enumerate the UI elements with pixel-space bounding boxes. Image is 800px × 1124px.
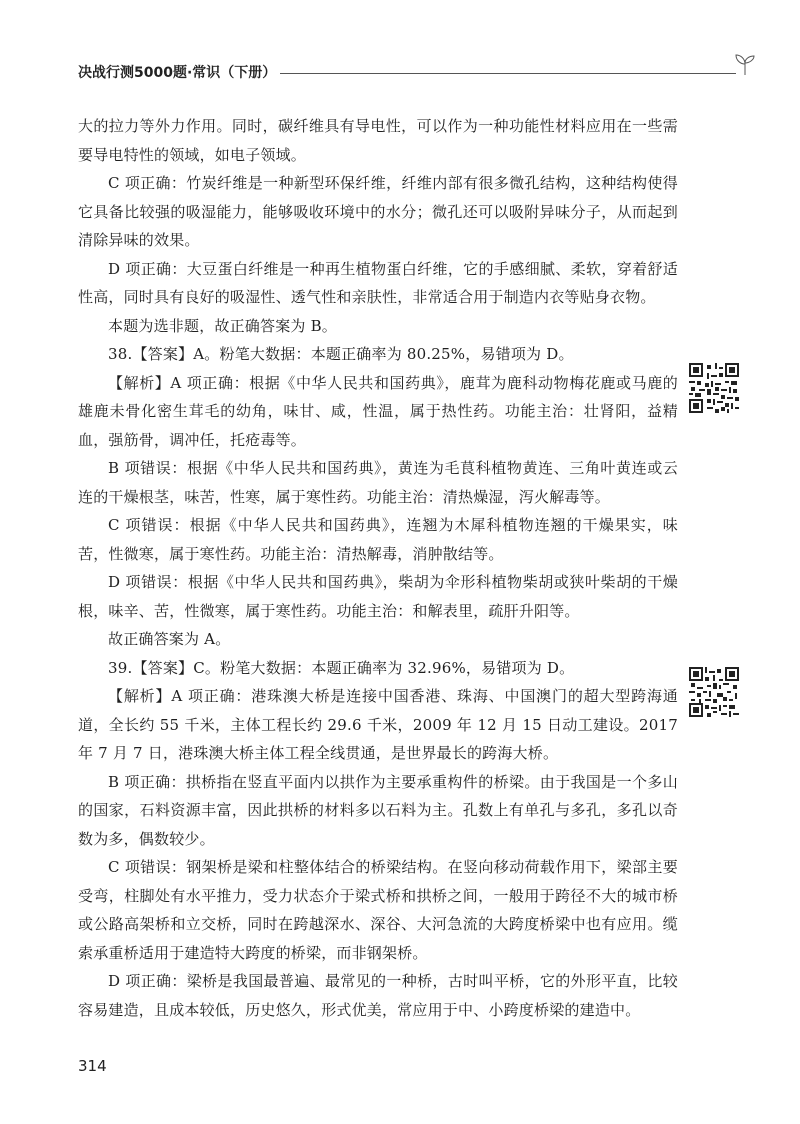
paragraph: D 项正确：梁桥是我国最普遍、最常见的一种桥，古时叫平桥，它的外形平直，比较容易建造，且成本较低，历史悠久，形式优美，常应用于中、小跨度桥梁的建造中。 bbox=[78, 972, 678, 1019]
paragraph: 大的拉力等外力作用。同时，碳纤维具有导电性，可以作为一种功能性材料应用在一些需要导电特性的领域，如电子领域。 bbox=[78, 117, 678, 164]
page-body bbox=[78, 112, 678, 1024]
paragraph: C 项错误：钢架桥是梁和柱整体结合的桥梁结构。在竖向移动荷载作用下，梁部主要受弯，柱脚处有水平推力，受力状态介于梁式桥和拱桥之间，一般用于跨径不大的城市桥或公路高架桥和立交桥，同时在跨越深水、深谷、大河急流的大跨度桥梁中也有应用。缆索承重桥适用于建造特大跨度的桥梁，而非钢架桥。 bbox=[78, 858, 678, 962]
answer-line-38: 38.【答案】A。粉笔大数据：本题正确率为 80.25%，易错项为 D。 bbox=[108, 345, 574, 363]
paragraph: C 项错误：根据《中华人民共和国药典》，连翘为木犀科植物连翘的干燥果实，味苦，性微寒，属于寒性药。功能主治：清热解毒，消肿散结等。 bbox=[78, 516, 678, 563]
paragraph: 故正确答案为 A。 bbox=[108, 630, 231, 648]
qr-code-icon[interactable] bbox=[689, 363, 739, 413]
paragraph: C 项正确：竹炭纤维是一种新型环保纤维，纤维内部有很多微孔结构，这种结构使得它具备比较强的吸湿能力，能够吸收环境中的水分；微孔还可以吸附异味分子，从而起到清除异味的效果。 bbox=[78, 174, 678, 249]
paragraph: D 项正确：大豆蛋白纤维是一种再生植物蛋白纤维，它的手感细腻、柔软，穿着舒适性高，同时具有良好的吸湿性、透气性和亲肤性，非常适合用于制造内衣等贴身衣物。 bbox=[78, 259, 678, 306]
qr-code-icon[interactable] bbox=[689, 667, 739, 717]
book-title: 决战行测5000题·常识（下册） bbox=[78, 65, 277, 81]
paragraph: D 项错误：根据《中华人民共和国药典》，柴胡为伞形科植物柴胡或狭叶柴胡的干燥根，味辛、苦，性微寒，属于寒性药。功能主治：和解表里，疏肝升阳等。 bbox=[78, 573, 678, 620]
sprout-icon bbox=[732, 51, 758, 77]
paragraph: B 项正确：拱桥指在竖直平面内以拱作为主要承重构件的桥梁。由于我国是一个多山的国家，石料资源丰富，因此拱桥的材料多以石料为主。孔数上有单孔与多孔，多孔以奇数为多，偶数较少。 bbox=[78, 772, 678, 848]
paragraph: B 项错误：根据《中华人民共和国药典》，黄连为毛茛科植物黄连、三角叶黄连或云连的干燥根茎，味苦，性寒，属于寒性药。功能主治：清热燥湿，泻火解毒等。 bbox=[78, 459, 678, 506]
running-header bbox=[78, 63, 758, 89]
page-number: 314 bbox=[78, 1057, 107, 1075]
paragraph: 【解析】A 项正确：根据《中华人民共和国药典》，鹿茸为鹿科动物梅花鹿或马鹿的雄鹿未骨化密生茸毛的幼角，味甘、咸，性温，属于热性药。功能主治：壮肾阳，益精血，强筋骨，调冲任，托疮毒等。 bbox=[78, 373, 678, 449]
paragraph: 本题为选非题，故正确答案为 B。 bbox=[108, 316, 337, 335]
answer-line-39: 39.【答案】C。粉笔大数据：本题正确率为 32.96%，易错项为 D。 bbox=[108, 658, 575, 677]
paragraph: 【解析】A 项正确：港珠澳大桥是连接中国香港、珠海、中国澳门的超大型跨海通道，全长约 55 千米，主体工程长约 29.6 千米，2009 年 12 月 15 日动工建设。2017 年 7 月 7 日，港珠澳大桥主体工程全线贯通，是世界最长的跨海大桥。 bbox=[78, 687, 678, 762]
header-rule bbox=[280, 73, 736, 74]
